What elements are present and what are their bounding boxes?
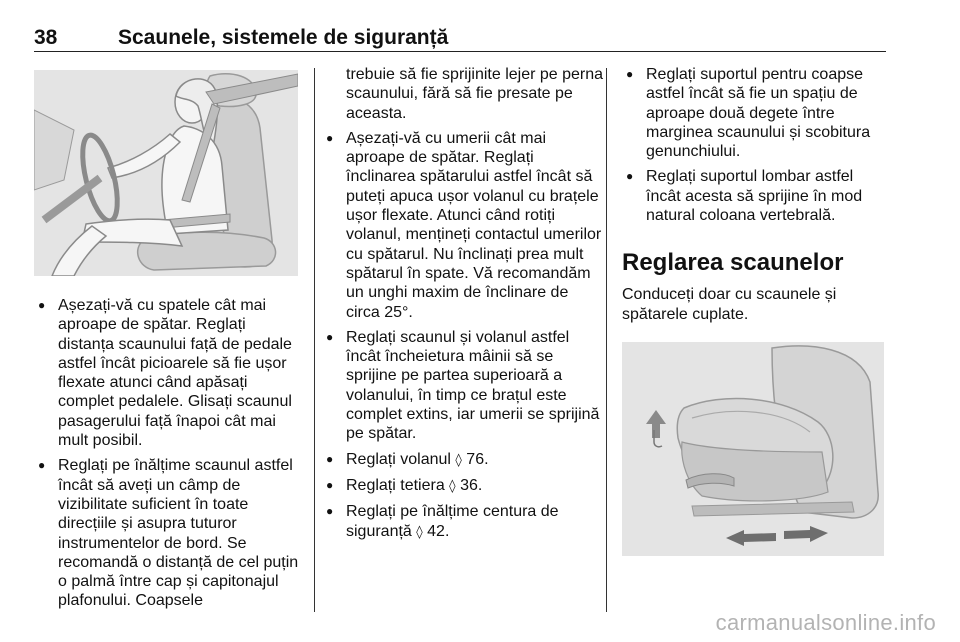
list-item: ● Reglați scaunul și volanul astfel încât încheietura mâinii să se sprijine pe partea superioară a volanului, în timp ce brațul este complet extins, iar umerii se sprijină pe spătar. bbox=[322, 328, 606, 444]
header-rule bbox=[34, 51, 886, 52]
continued-text: trebuie să fie sprijinite lejer pe perna scaunului, fără să fie presate pe aceasta. bbox=[346, 66, 604, 122]
list-item: ● Reglați volanul ◊ 76. bbox=[322, 450, 606, 470]
page-reference[interactable]: 42. bbox=[427, 522, 450, 540]
page-reference-icon: ◊ bbox=[449, 478, 456, 494]
list-item: ● Reglați suportul lombar astfel încât acesta să sprijine în mod natural coloana vertebrală. bbox=[622, 167, 892, 225]
list-item: ● Reglați pe înălțime centura de siguranță ◊ 42. bbox=[322, 502, 606, 542]
page-reference-icon: ◊ bbox=[455, 452, 462, 468]
list-item: ● Reglați pe înălțime scaunul astfel încât să aveți un câmp de vizibilitate suficient în toate direcțiile și asupra tuturor instrumentelor de bord. Se recomandă o distanță de cel puțin o palmă între cap și capitonajul plafonului. Coapsele bbox=[34, 456, 306, 610]
seat-adjustment-illustration bbox=[622, 342, 884, 556]
column-2 bbox=[322, 65, 606, 548]
page-header bbox=[34, 22, 886, 52]
bullet-list bbox=[322, 129, 606, 542]
list-item: ● Reglați tetiera ◊ 36. bbox=[322, 476, 606, 496]
page-reference-icon: ◊ bbox=[416, 524, 423, 540]
column-3 bbox=[622, 65, 892, 362]
bullet-list bbox=[34, 296, 306, 611]
list-item: ● Reglați suportul pentru coapse astfel încât să fie un spațiu de aproape două degete între marginea scaunului și scobitura genunchiului. bbox=[622, 65, 892, 161]
section-paragraph: Conduceți doar cu scaunele și spătarele cuplate. bbox=[622, 286, 837, 323]
page-reference[interactable]: 76. bbox=[466, 450, 489, 468]
bullet-list bbox=[622, 65, 892, 225]
page-reference[interactable]: 36. bbox=[460, 476, 483, 494]
watermark: carmanualsonline.info bbox=[715, 610, 936, 635]
section-heading: Reglarea scaunelor bbox=[622, 249, 844, 277]
driver-seating-illustration bbox=[34, 70, 298, 276]
chapter-title: Scaunele, sistemele de siguranță bbox=[118, 26, 449, 49]
column-divider-2 bbox=[606, 68, 607, 612]
column-1 bbox=[34, 296, 306, 617]
list-item: ● Așezați-vă cu spatele cât mai aproape de spătar. Reglați distanța scaunului față de pedale astfel încât picioarele să fie ușor flexate atunci când apăsați complet pedalele. Glisați scaunul pasagerului față înapoi cât mai mult posibil. bbox=[34, 296, 306, 450]
page-number: 38 bbox=[34, 26, 58, 49]
list-item: ● Așezați-vă cu umerii cât mai aproape de spătar. Reglați înclinarea spătarului astfel încât să puteți apuca ușor volanul cu brațele ușor flexate. Atunci când rotiți volanul, mențineți contactul umerilor cu spătarul. Nu înclinați prea mult spătarul în spate. Vă recomandăm un unghi maxim de înclinare de circa 25°. bbox=[322, 129, 606, 322]
column-divider-1 bbox=[314, 68, 315, 612]
